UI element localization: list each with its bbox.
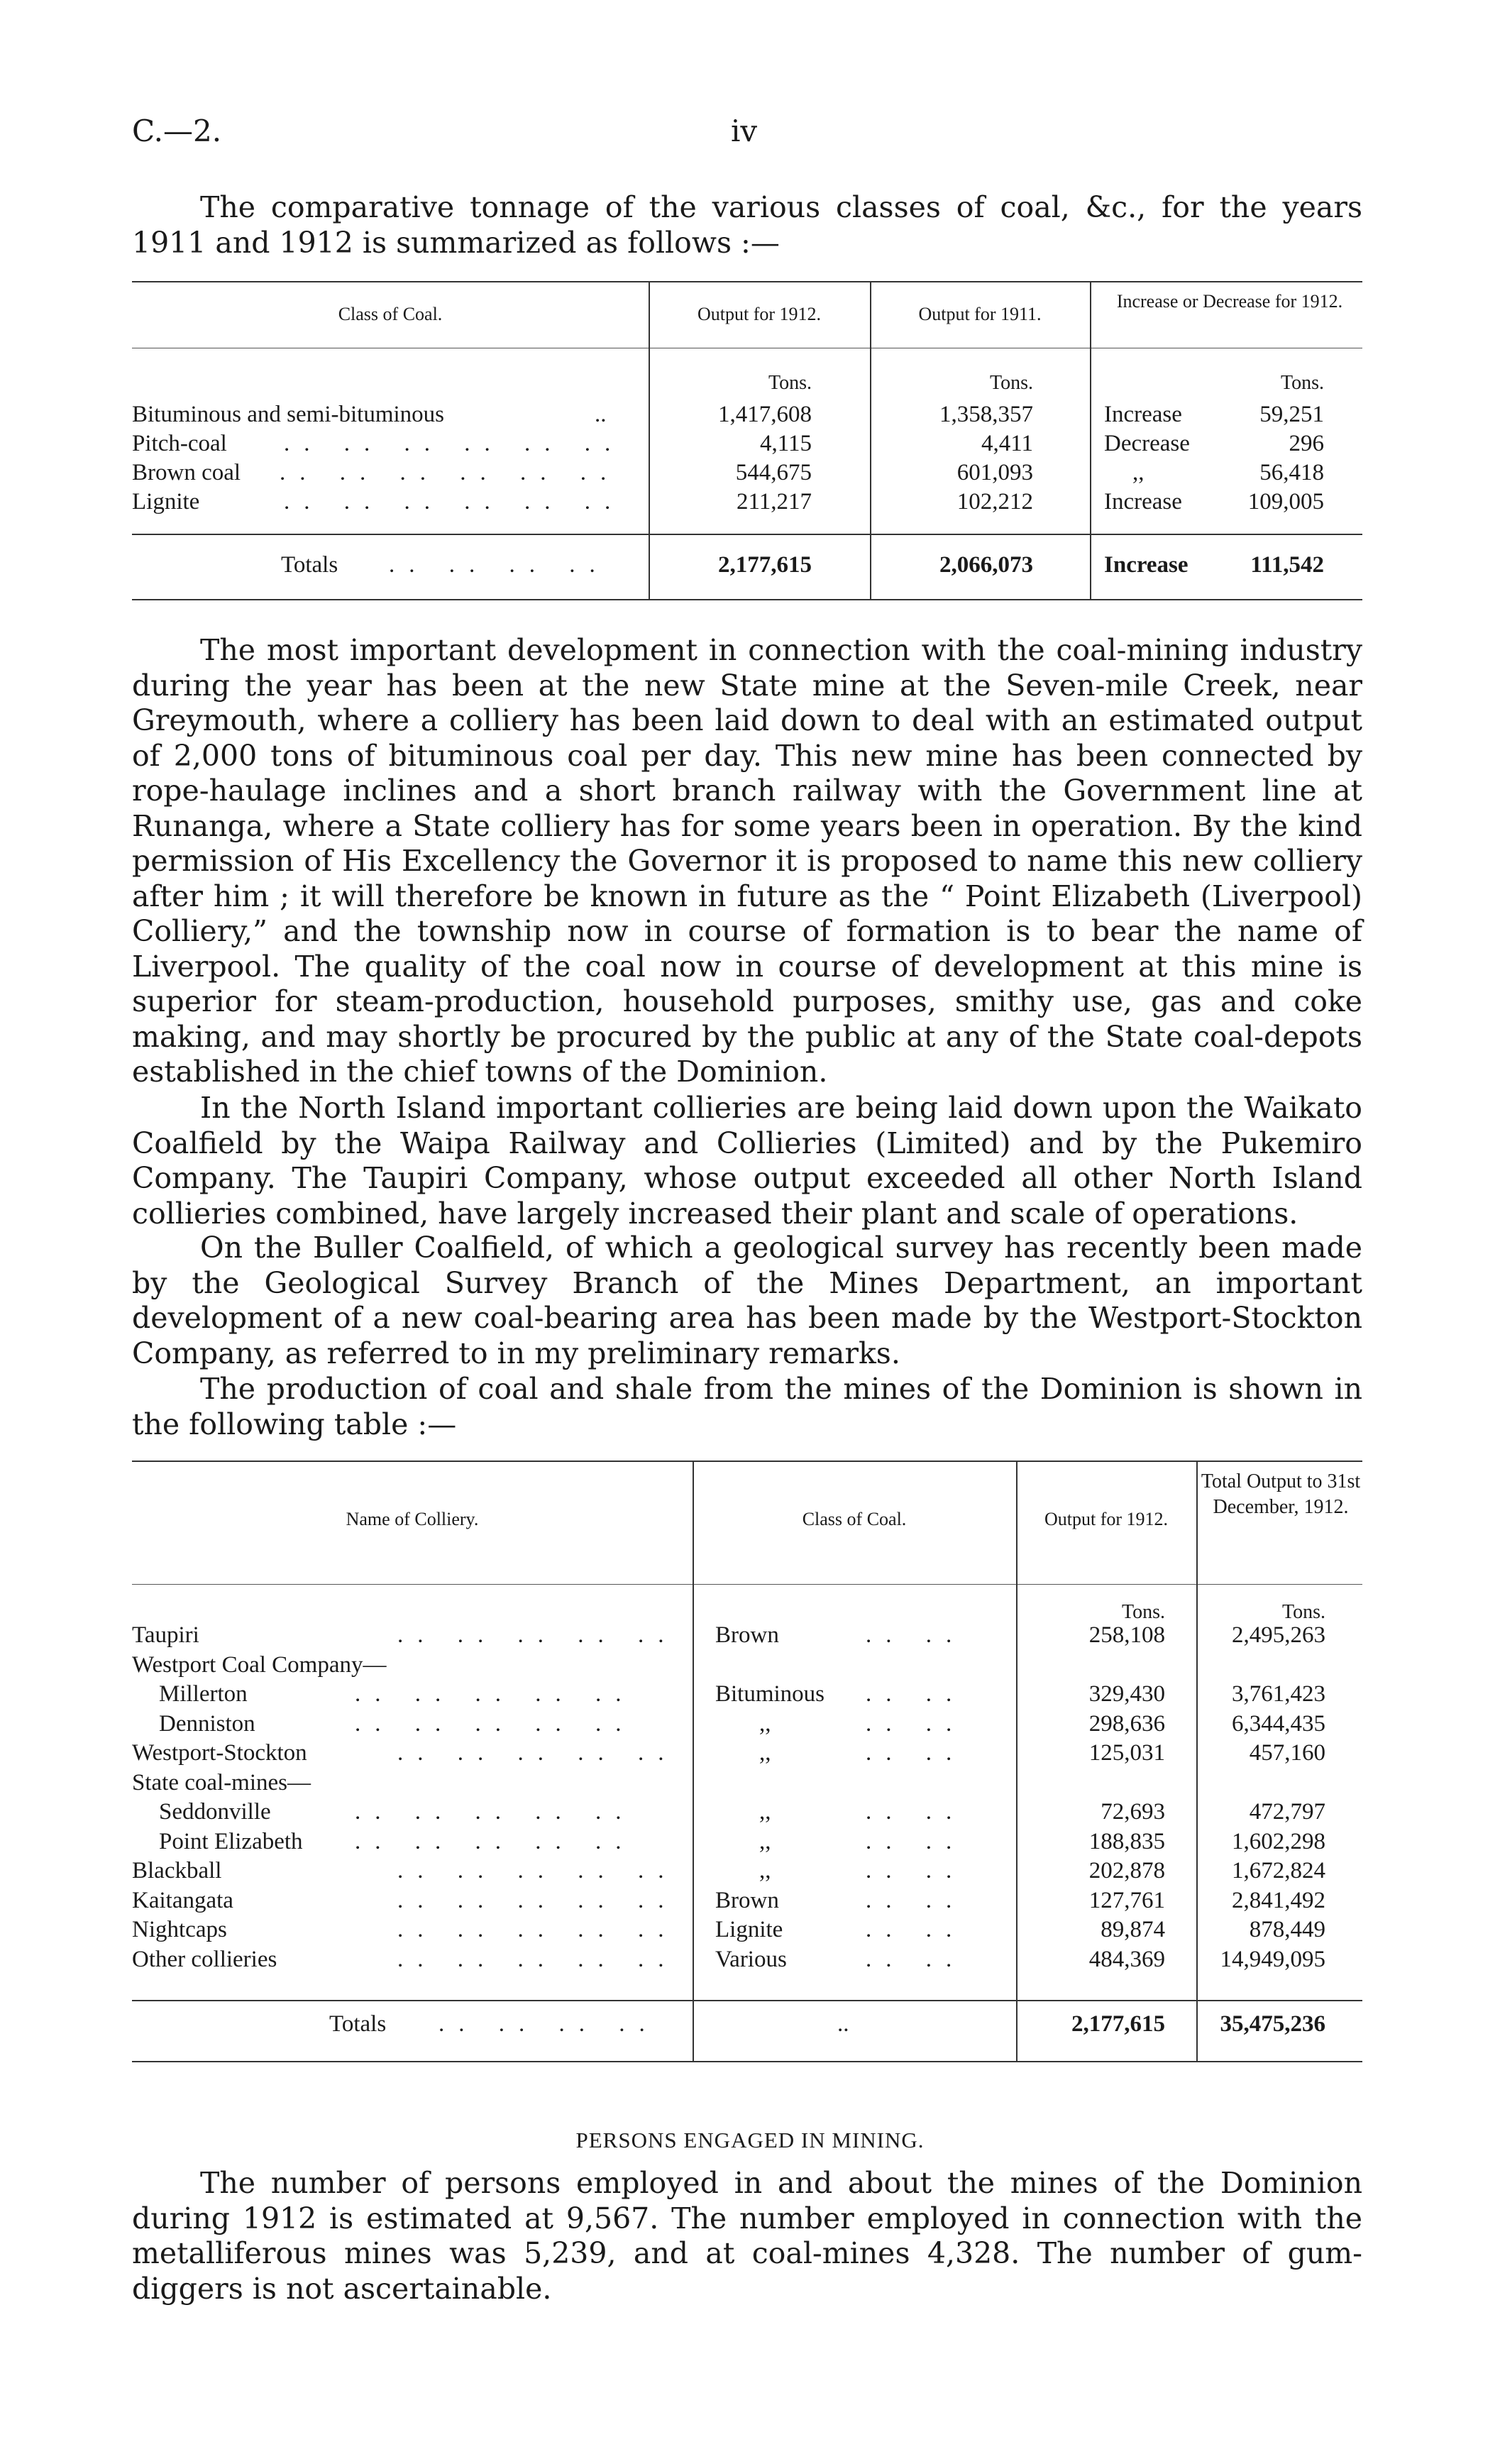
table2-row-output: 484,369 [1088, 1946, 1165, 1972]
table1-totals-rule [132, 534, 1362, 535]
table2-row-class: Brown [715, 1622, 779, 1648]
table2-row-class: ,, [759, 1858, 771, 1883]
leader-dots: .. .. .. .. .. .. [284, 489, 625, 515]
table1-row-diff: 296 [1289, 431, 1324, 456]
leader-dots: .. .. .. .. .. [355, 1710, 636, 1737]
leader-dots: .. [595, 402, 607, 427]
table1-row-1911: 102,212 [956, 489, 1033, 515]
table2-row-name: Westport Coal Company— [132, 1651, 387, 1678]
table1-row-direction: ,, [1132, 460, 1145, 485]
table2-divider [693, 1462, 694, 2061]
table2-bottom-rule [132, 2061, 1362, 2062]
table1-unit: Tons. [768, 372, 812, 394]
table2-row-total: 3,761,423 [1232, 1681, 1325, 1707]
table1-header-class: Class of Coal. [338, 304, 443, 324]
production-intro-paragraph: The production of coal and shale from the mines of the Dominion is shown in the following table :— [132, 1372, 1362, 1441]
table1-divider [1090, 282, 1091, 599]
table2-totals-total: 35,475,236 [1220, 2011, 1325, 2037]
document-reference: C.—2. [132, 114, 222, 148]
table2-row-total: 1,602,298 [1232, 1828, 1325, 1854]
table1-row-1912: 1,417,608 [718, 402, 812, 427]
table2-row-name: State coal-mines— [132, 1769, 311, 1795]
leader-dots: .. .. .. .. .. [355, 1828, 636, 1854]
table2-header-class: Class of Coal. [802, 1509, 907, 1529]
table2-row-total: 472,797 [1249, 1799, 1325, 1825]
leader-dots: .. .. [866, 1946, 966, 1972]
table2-row-output: 258,108 [1088, 1622, 1165, 1648]
table2-header-name: Name of Colliery. [346, 1509, 479, 1529]
table1-row-diff: 59,251 [1259, 402, 1324, 427]
table2-row-class: Bituminous [715, 1681, 825, 1707]
table2-row-name: Other collieries [132, 1946, 277, 1972]
table2-row-total: 878,449 [1249, 1917, 1325, 1942]
leader-dots: .. .. .. .. .. [397, 1740, 678, 1766]
table2-row-output: 127,761 [1088, 1887, 1165, 1913]
page-number: iv [731, 114, 758, 148]
table2-row-name: Nightcaps [132, 1917, 227, 1942]
table2-row-total: 457,160 [1249, 1740, 1325, 1766]
north-island-paragraph: In the North Island important collieries are being laid down upon the Waikato Coalfield by the Waipa Railway and Collieries (Limited) and by the Pukemiro Company. The Taupiri Company, whose output exceeded all other North Island collieries combined, have largely increased their plant and scale of operations. [132, 1091, 1362, 1231]
table1-row-1911: 4,411 [981, 431, 1033, 456]
leader-dots: .. .. .. .. .. [397, 1622, 678, 1648]
table2-divider [1196, 1462, 1198, 2061]
table2-row-name: Seddonville [159, 1799, 271, 1825]
table2-row-output: 125,031 [1088, 1740, 1165, 1766]
leader-dots: .. .. .. .. .. [397, 1887, 678, 1913]
leader-dots: .. .. .. .. .. .. [284, 431, 625, 456]
table1-totals-1911: 2,066,073 [939, 552, 1033, 578]
table1-row-1912: 211,217 [736, 489, 812, 515]
table2-header-output: Output for 1912. [1044, 1509, 1169, 1529]
table2-row-total: 2,495,263 [1232, 1622, 1325, 1648]
table2-header-total: Total Output to 31st December, 1912. [1201, 1470, 1361, 1518]
leader-dots: .. .. [866, 1858, 966, 1883]
intro-paragraph: The comparative tonnage of the various classes of coal, &c., for the years 1911 and 1912 is summarized as follows :— [132, 190, 1362, 260]
development-paragraph: The most important development in connection with the coal-mining industry during the year has been at the new State mine at the Seven-mile Creek, near Greymouth, where a colliery has been laid down to deal with an estimated output of 2,000 tons of bituminous coal per day. This new mine has been connected by rope-haulage inclines and a short branch railway with the Government line at Runanga, where a State colliery has for some years been in operation. By the kind permission of His Excellency the Governor it is proposed to name this new colliery after him ; it will therefore be known in future as the “ Point Elizabeth (Liverpool) Colliery,” and the township now in course of formation is to bear the name of Liverpool. The quality of the coal now in course of development at this mine is superior for steam-production, household purposes, smithy use, gas and coke making, and may shortly be procured by the public at any of the State coal-depots established in the chief towns of the Dominion. [132, 633, 1362, 1089]
table2-row-output: 298,636 [1088, 1710, 1165, 1737]
leader-dots: .. .. .. .. .. .. [280, 460, 621, 485]
leader-dots: .. .. [866, 1887, 966, 1913]
leader-dots: .. .. .. .. .. [397, 1917, 678, 1942]
table1-row-class: Pitch-coal [132, 431, 227, 456]
table2-totals-label: Totals [329, 2011, 387, 2037]
table1-totals-label: Totals [281, 552, 338, 578]
table2-row-total: 6,344,435 [1232, 1710, 1325, 1737]
leader-dots: .. .. .. .. .. [397, 1946, 678, 1972]
table1-row-class: Bituminous and semi-bituminous [132, 402, 445, 427]
table2-row-output: 72,693 [1101, 1799, 1165, 1825]
table1-unit: Tons. [989, 372, 1033, 394]
table1-row-1912: 544,675 [735, 460, 812, 485]
table2-row-output: 89,874 [1101, 1917, 1165, 1942]
table2-row-total: 2,841,492 [1232, 1887, 1325, 1913]
table1-row-class: Lignite [132, 489, 200, 515]
table2-row-class: Lignite [715, 1917, 783, 1942]
table1-row-1912: 4,115 [759, 431, 812, 456]
leader-dots: .. .. [866, 1710, 966, 1737]
table2-row-output: 188,835 [1088, 1828, 1165, 1854]
table2-totals-class: .. [837, 2011, 849, 2037]
table2-row-name: Taupiri [132, 1622, 199, 1648]
table1-header-1911: Output for 1911. [918, 304, 1042, 324]
table2-row-class: ,, [759, 1710, 771, 1737]
table2-row-name: Point Elizabeth [159, 1828, 303, 1854]
table1-row-1911: 601,093 [956, 460, 1033, 485]
table1-unit: Tons. [1280, 372, 1324, 394]
table2-row-class: Brown [715, 1887, 779, 1913]
leader-dots: .. .. [866, 1740, 966, 1766]
table1-row-class: Brown coal [132, 460, 241, 485]
table1-row-diff: 109,005 [1247, 489, 1324, 515]
leader-dots: .. .. .. .. .. [355, 1799, 636, 1825]
table1-row-direction: Decrease [1104, 431, 1190, 456]
table2-totals-rule [132, 2000, 1362, 2001]
table2-row-class: ,, [759, 1828, 771, 1854]
table1-row-direction: Increase [1104, 402, 1182, 427]
leader-dots: .. .. .. .. [439, 2011, 659, 2037]
table2-row-name: Millerton [159, 1681, 248, 1707]
table1-totals-diff: 111,542 [1250, 552, 1324, 578]
table2-top-rule [132, 1461, 1362, 1462]
leader-dots: .. .. .. .. .. [397, 1858, 678, 1883]
table2-row-output: 202,878 [1088, 1858, 1165, 1883]
table2-unit: Tons. [1121, 1601, 1165, 1623]
table1-header-1912: Output for 1912. [697, 304, 822, 324]
leader-dots: .. .. [866, 1917, 966, 1942]
table2-row-name: Blackball [132, 1858, 222, 1883]
section-heading: PERSONS ENGAGED IN MINING. [575, 2128, 925, 2152]
table2-row-total: 14,949,095 [1220, 1946, 1325, 1972]
persons-paragraph: The number of persons employed in and about the mines of the Dominion during 1912 is estimated at 9,567. The number employed in connection with the metalliferous mines was 5,239, and at coal-mines 4,328. The number of gum-diggers is not ascertainable. [132, 2166, 1362, 2306]
table2-totals-output: 2,177,615 [1071, 2011, 1165, 2037]
table1-bottom-rule [132, 599, 1362, 600]
table1-totals-direction: Increase [1104, 552, 1189, 578]
table1-top-rule [132, 281, 1362, 282]
table2-row-class: ,, [759, 1799, 771, 1825]
buller-paragraph: On the Buller Coalfield, of which a geological survey has recently been made by the Geological Survey Branch of the Mines Department, an important development of a new coal-bearing area has been made by the Westport-Stockton Company, as referred to in my preliminary remarks. [132, 1231, 1362, 1370]
table1-header-change: Increase or Decrease for 1912. [1116, 291, 1343, 312]
table2-row-total: 1,672,824 [1232, 1858, 1325, 1883]
table2-row-name: Kaitangata [132, 1887, 233, 1913]
table1-totals-1912: 2,177,615 [718, 552, 812, 578]
leader-dots: .. .. [866, 1622, 966, 1648]
table1-row-diff: 56,418 [1259, 460, 1324, 485]
table1-row-direction: Increase [1104, 489, 1182, 515]
leader-dots: .. .. .. .. .. [355, 1681, 636, 1707]
table2-row-class: Various [715, 1946, 787, 1972]
table2-header-rule [132, 1584, 1362, 1585]
leader-dots: .. .. [866, 1828, 966, 1854]
table2-unit: Tons. [1281, 1601, 1325, 1623]
table2-row-output: 329,430 [1088, 1681, 1165, 1707]
leader-dots: .. .. [866, 1681, 966, 1707]
table2-row-class: ,, [759, 1740, 771, 1766]
table2-row-name: Denniston [159, 1710, 255, 1737]
table2-row-name: Westport-Stockton [132, 1740, 307, 1766]
leader-dots: .. .. [866, 1799, 966, 1825]
leader-dots: .. .. .. .. [389, 552, 610, 578]
table1-row-1911: 1,358,357 [939, 402, 1033, 427]
